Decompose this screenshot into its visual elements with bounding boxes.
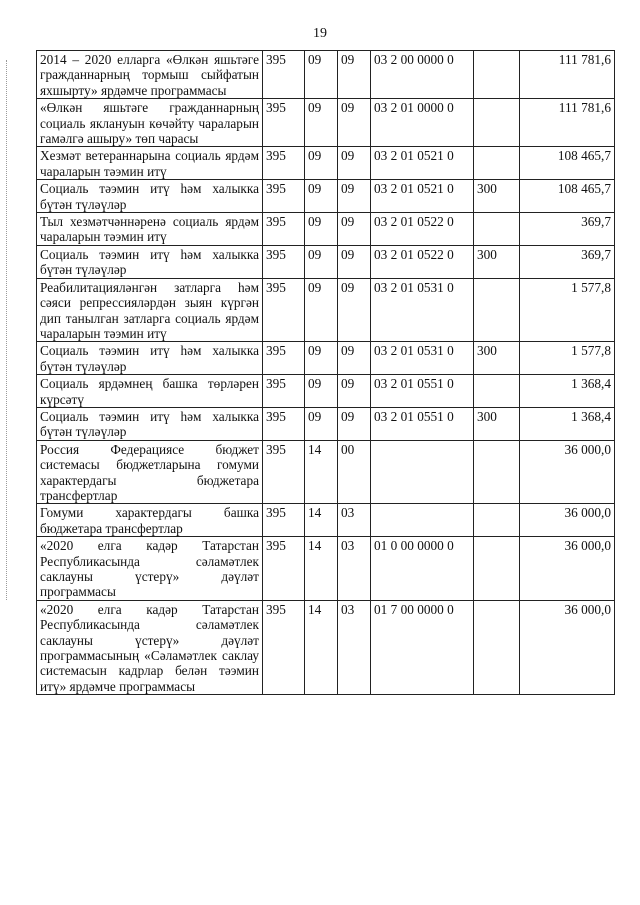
row-section: 14: [305, 600, 338, 694]
row-section: 09: [305, 147, 338, 180]
row-subsection: 09: [338, 245, 371, 278]
row-expense-type: [474, 375, 520, 408]
row-name: Социаль тәэмин итү һәм халыкка бүтән түләүләр: [37, 342, 263, 375]
row-ministry: 395: [263, 342, 305, 375]
row-amount: 108 465,7: [520, 180, 615, 213]
row-ministry: 395: [263, 504, 305, 537]
row-target-article: 03 2 00 0000 0: [371, 51, 474, 99]
row-amount: 111 781,6: [520, 51, 615, 99]
table-row: [37, 213, 615, 246]
row-amount: 369,7: [520, 213, 615, 246]
budget-table: [36, 50, 615, 695]
row-section: 09: [305, 51, 338, 99]
row-ministry: 395: [263, 245, 305, 278]
row-subsection: 09: [338, 375, 371, 408]
row-amount: 369,7: [520, 245, 615, 278]
row-name: «2020 елга кадәр Татарстан Республикасында сәламәтлек саклауны үстерү» дәүләт программасы: [37, 537, 263, 601]
row-expense-type: [474, 99, 520, 147]
row-expense-type: [474, 537, 520, 601]
row-expense-type: [474, 213, 520, 246]
row-target-article: 03 2 01 0522 0: [371, 245, 474, 278]
table-row: [37, 147, 615, 180]
row-name: Социаль тәэмин итү һәм халыкка бүтән түләүләр: [37, 180, 263, 213]
row-ministry: 395: [263, 147, 305, 180]
row-section: 14: [305, 537, 338, 601]
row-amount: 1 577,8: [520, 278, 615, 342]
row-expense-type: 300: [474, 407, 520, 440]
row-section: 09: [305, 375, 338, 408]
budget-table-body: [37, 51, 615, 695]
row-name: «2020 елга кадәр Татарстан Республикасында сәламәтлек саклауны үстерү» дәүләт программасының «Сәламәтлек саклау системасын кадрлар белән тәэмин итү» ярдәмче программасы: [37, 600, 263, 694]
row-subsection: 03: [338, 600, 371, 694]
row-ministry: 395: [263, 99, 305, 147]
row-target-article: [371, 504, 474, 537]
row-target-article: 03 2 01 0551 0: [371, 375, 474, 408]
row-ministry: 395: [263, 278, 305, 342]
row-target-article: 03 2 01 0522 0: [371, 213, 474, 246]
row-subsection: 09: [338, 51, 371, 99]
row-ministry: 395: [263, 375, 305, 408]
table-row: [37, 375, 615, 408]
row-target-article: 03 2 01 0531 0: [371, 278, 474, 342]
row-section: 09: [305, 245, 338, 278]
row-expense-type: [474, 278, 520, 342]
row-subsection: 09: [338, 213, 371, 246]
table-row: [37, 180, 615, 213]
row-amount: 1 368,4: [520, 407, 615, 440]
row-amount: 1 368,4: [520, 375, 615, 408]
row-section: 14: [305, 440, 338, 504]
row-amount: 36 000,0: [520, 504, 615, 537]
row-name: Реабилитацияләнгән затларга һәм сәяси репрессияләрдән зыян күргән дип танылган затларга социаль ярдәм чараларын тәэмин итү: [37, 278, 263, 342]
row-amount: 108 465,7: [520, 147, 615, 180]
table-row: [37, 278, 615, 342]
row-expense-type: [474, 600, 520, 694]
row-subsection: 03: [338, 537, 371, 601]
row-ministry: 395: [263, 213, 305, 246]
row-amount: 1 577,8: [520, 342, 615, 375]
table-row: [37, 537, 615, 601]
row-section: 09: [305, 278, 338, 342]
row-subsection: 09: [338, 342, 371, 375]
row-amount: 36 000,0: [520, 537, 615, 601]
row-expense-type: 300: [474, 245, 520, 278]
row-ministry: 395: [263, 51, 305, 99]
margin-marks: [6, 60, 9, 600]
row-amount: 111 781,6: [520, 99, 615, 147]
row-section: 14: [305, 504, 338, 537]
row-target-article: 03 2 01 0521 0: [371, 147, 474, 180]
row-name: Хезмәт ветераннарына социаль ярдәм чараларын тәэмин итү: [37, 147, 263, 180]
row-target-article: 03 2 01 0000 0: [371, 99, 474, 147]
table-row: [37, 504, 615, 537]
table-row: [37, 245, 615, 278]
row-target-article: [371, 440, 474, 504]
row-ministry: 395: [263, 537, 305, 601]
table-row: [37, 440, 615, 504]
table-row: [37, 600, 615, 694]
row-expense-type: 300: [474, 180, 520, 213]
row-expense-type: [474, 440, 520, 504]
row-ministry: 395: [263, 180, 305, 213]
row-name: Социаль тәэмин итү һәм халыкка бүтән түләүләр: [37, 245, 263, 278]
row-amount: 36 000,0: [520, 440, 615, 504]
row-subsection: 09: [338, 278, 371, 342]
row-ministry: 395: [263, 600, 305, 694]
row-name: Тыл хезмәтчәннәренә социаль ярдәм чараларын тәэмин итү: [37, 213, 263, 246]
row-subsection: 03: [338, 504, 371, 537]
row-expense-type: 300: [474, 342, 520, 375]
row-target-article: 01 0 00 0000 0: [371, 537, 474, 601]
table-row: [37, 99, 615, 147]
row-section: 09: [305, 99, 338, 147]
row-subsection: 00: [338, 440, 371, 504]
row-subsection: 09: [338, 99, 371, 147]
row-subsection: 09: [338, 147, 371, 180]
row-name: Гомуми характердагы башка бюджетара трансфертлар: [37, 504, 263, 537]
table-row: [37, 407, 615, 440]
row-name: 2014 – 2020 елларга «Өлкән яшьтәге гражданнарның тормыш сыйфатын яхшырту» ярдәмче программасы: [37, 51, 263, 99]
row-target-article: 03 2 01 0551 0: [371, 407, 474, 440]
row-target-article: 01 7 00 0000 0: [371, 600, 474, 694]
row-subsection: 09: [338, 407, 371, 440]
row-subsection: 09: [338, 180, 371, 213]
row-section: 09: [305, 407, 338, 440]
row-expense-type: [474, 504, 520, 537]
row-section: 09: [305, 213, 338, 246]
row-name: «Өлкән яшьтәге гражданнарның социаль яклануын көчәйту чараларын гамәлгә ашыру» төп чарасы: [37, 99, 263, 147]
page-number: 19: [313, 26, 327, 41]
row-name: Социаль тәэмин итү һәм халыкка бүтән түләүләр: [37, 407, 263, 440]
row-ministry: 395: [263, 407, 305, 440]
table-row: [37, 342, 615, 375]
row-name: Россия Федерациясе бюджет системасы бюджетларына гомуми характердагы бюджетара трансфертлар: [37, 440, 263, 504]
table-row: [37, 51, 615, 99]
row-expense-type: [474, 147, 520, 180]
row-amount: 36 000,0: [520, 600, 615, 694]
row-target-article: 03 2 01 0521 0: [371, 180, 474, 213]
row-section: 09: [305, 180, 338, 213]
row-ministry: 395: [263, 440, 305, 504]
row-expense-type: [474, 51, 520, 99]
row-target-article: 03 2 01 0531 0: [371, 342, 474, 375]
row-section: 09: [305, 342, 338, 375]
row-name: Социаль ярдәмнең башка төрләрен күрсәтү: [37, 375, 263, 408]
